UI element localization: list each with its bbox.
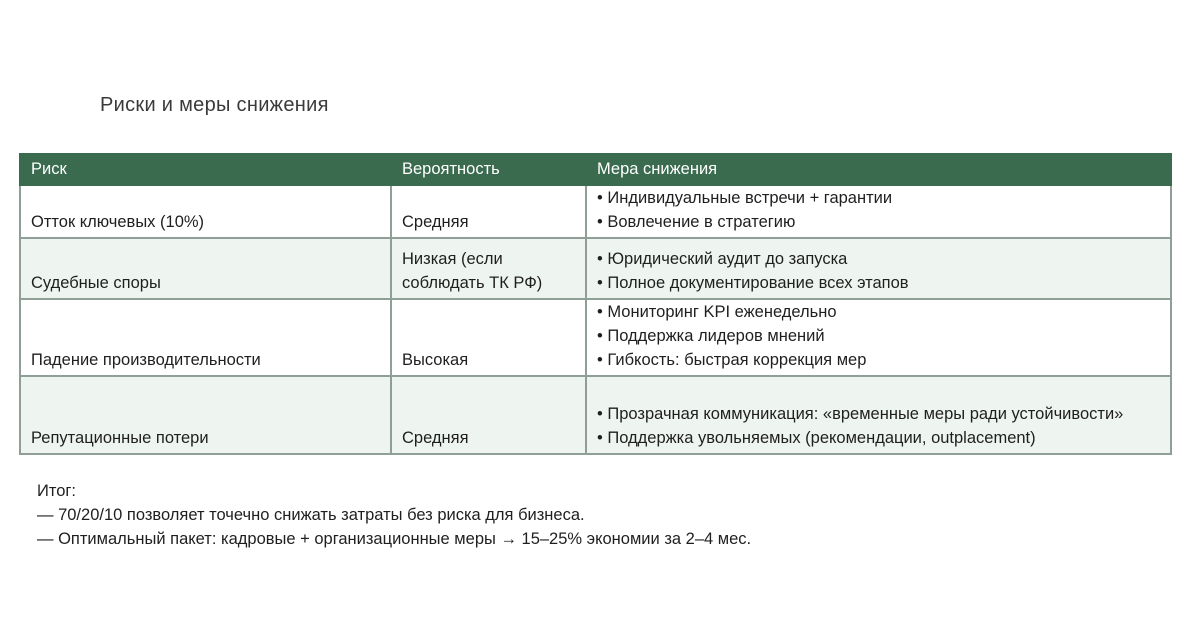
risk-cell: Судебные споры xyxy=(20,238,391,299)
risk-cell: Падение производительности xyxy=(20,299,391,376)
mitigation-item: • Поддержка лидеров мнений xyxy=(597,327,825,345)
header-risk: Риск xyxy=(20,154,391,185)
summary-line: — Оптимальный пакет: кадровые + организационные меры → 15–25% экономии за 2–4 мес. xyxy=(37,530,752,548)
probability-cell: Средняя xyxy=(391,376,586,454)
table-row xyxy=(20,299,1171,376)
mitigation-item: • Мониторинг KPI еженедельно xyxy=(597,303,837,321)
header-probability: Вероятность xyxy=(391,154,586,185)
mitigation-item: • Индивидуальные встречи + гарантии xyxy=(597,189,893,207)
probability-cell: Низкая (если соблюдать ТК РФ) xyxy=(391,238,586,299)
risk-table xyxy=(19,153,1172,455)
risk-cell: Репутационные потери xyxy=(20,376,391,454)
mitigation-item: • Поддержка увольняемых (рекомендации, outplacement) xyxy=(597,429,1036,447)
table-row xyxy=(20,185,1171,238)
table-header-row xyxy=(20,154,1171,185)
mitigation-item: • Прозрачная коммуникация: «временные меры ради устойчивости» xyxy=(597,405,1124,423)
slide-title: Риски и меры снижения xyxy=(100,94,329,116)
table-row xyxy=(20,376,1171,454)
mitigation-item: • Вовлечение в стратегию xyxy=(597,213,796,231)
probability-cell: Средняя xyxy=(391,185,586,238)
mitigation-cell xyxy=(586,238,1171,299)
mitigation-item: • Гибкость: быстрая коррекция мер xyxy=(597,351,867,369)
mitigation-cell xyxy=(586,376,1171,454)
table-row xyxy=(20,238,1171,299)
risk-cell: Отток ключевых (10%) xyxy=(20,185,391,238)
mitigation-cell xyxy=(586,299,1171,376)
summary-line: — 70/20/10 позволяет точечно снижать затраты без риска для бизнеса. xyxy=(37,506,585,524)
mitigation-item: • Юридический аудит до запуска xyxy=(597,250,848,268)
mitigation-item: • Полное документирование всех этапов xyxy=(597,274,909,292)
summary-block xyxy=(37,479,751,551)
mitigation-cell xyxy=(586,185,1171,238)
summary-heading: Итог: xyxy=(37,482,77,500)
probability-cell: Высокая xyxy=(391,299,586,376)
header-mitigation: Мера снижения xyxy=(586,154,1171,185)
